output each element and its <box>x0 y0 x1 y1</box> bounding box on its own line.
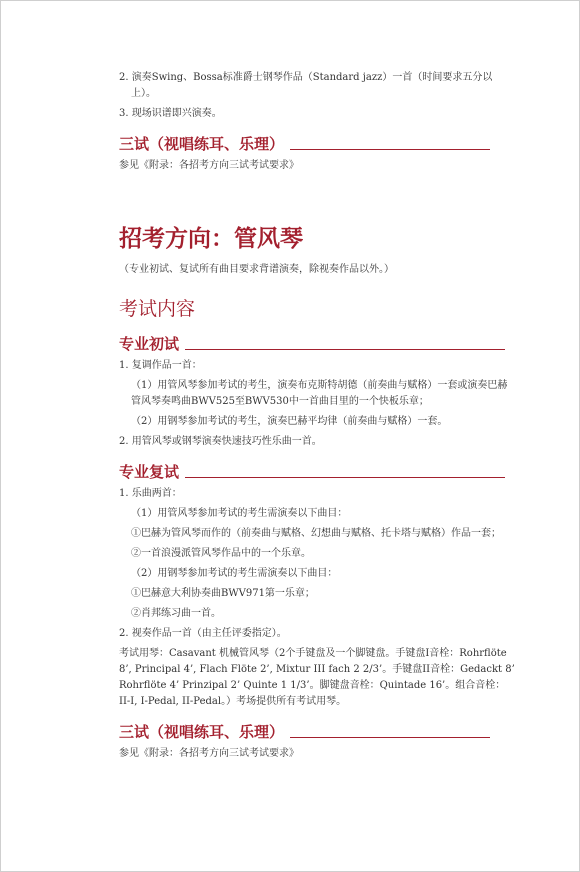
list-item: ①巴赫为管风琴而作的（前奏曲与赋格、幻想曲与赋格、托卡塔与赋格）作品一套； <box>131 528 501 539</box>
exam-instrument-note: 考试用琴：Casavant 机械管风琴（2个手键盘及一个脚键盘。手键盘I音栓：Rohrflöte 8’, Principal 4’, Flach Flöte 2’, Mixtur III fach 2 2/3’。手键盘II音栓：Gedackt 8’ Rohrflöte 4’ Prinzipal 2’ Quinte 1 1/3’。脚键盘音栓：Quintade 16’。组合音栓：II-I, I-Pedal, II-Pedal。）考场提供所有考试用琴。 <box>119 648 515 707</box>
list-item: ②一首浪漫派管风琴作品中的一个乐章。 <box>131 548 311 559</box>
page-content <box>119 70 515 762</box>
section-rule <box>290 737 490 738</box>
page-title: 招考方向：管风琴 <box>119 226 303 252</box>
list-item: （2）用钢琴参加考试的考生，演奏巴赫平均律（前奏曲与赋格）一套。 <box>131 416 448 427</box>
list-item: 2. 用管风琴或钢琴演奏快速技巧性乐曲一首。 <box>119 436 322 447</box>
list-item: 2. 演奏Swing、Bossa标准爵士钢琴作品（Standard jazz）一首（时间要求五分以上）。 <box>119 72 493 99</box>
list-item: 1. 乐曲两首： <box>119 488 182 499</box>
section-header-retest <box>119 462 515 482</box>
section-title: 三试（视唱练耳、乐理） <box>119 135 285 153</box>
section-rule <box>185 477 505 478</box>
section-rule <box>185 349 505 350</box>
section-header-third-exam <box>119 722 515 742</box>
section-title: 专业复试 <box>119 463 180 481</box>
list-item: ②肖邦练习曲一首。 <box>131 608 221 619</box>
list-item: 3. 现场识谱即兴演奏。 <box>119 108 222 119</box>
section-text: 参见《附录：各招考方向三试考试要求》 <box>119 160 299 171</box>
list-item: （1）用管风琴参加考试的考生，演奏布克斯特胡德（前奏曲与赋格）一套或演奏巴赫管风琴奏鸣曲BWV525至BWV530中一首曲目里的一个快板乐章； <box>131 380 508 407</box>
subtitle: （专业初试、复试所有曲目要求背谱演奏，除视奏作品以外。） <box>119 264 394 275</box>
list-item: 2. 视奏作品一首（由主任评委指定）。 <box>119 628 287 639</box>
section-title: 三试（视唱练耳、乐理） <box>119 723 285 741</box>
exam-content-heading: 考试内容 <box>119 298 196 320</box>
list-item: ①巴赫意大利协奏曲BWV971第一乐章； <box>131 588 315 599</box>
list-item: 1. 复调作品一首： <box>119 360 202 371</box>
section-header-prelim <box>119 334 515 354</box>
section-title: 专业初试 <box>119 335 180 353</box>
section-text: 参见《附录：各招考方向三试考试要求》 <box>119 748 299 759</box>
section-rule <box>290 149 490 150</box>
section-header-third-exam <box>119 134 515 154</box>
list-item: （2）用钢琴参加考试的考生需演奏以下曲目： <box>131 568 338 579</box>
list-item: （1）用管风琴参加考试的考生需演奏以下曲目： <box>131 508 348 519</box>
